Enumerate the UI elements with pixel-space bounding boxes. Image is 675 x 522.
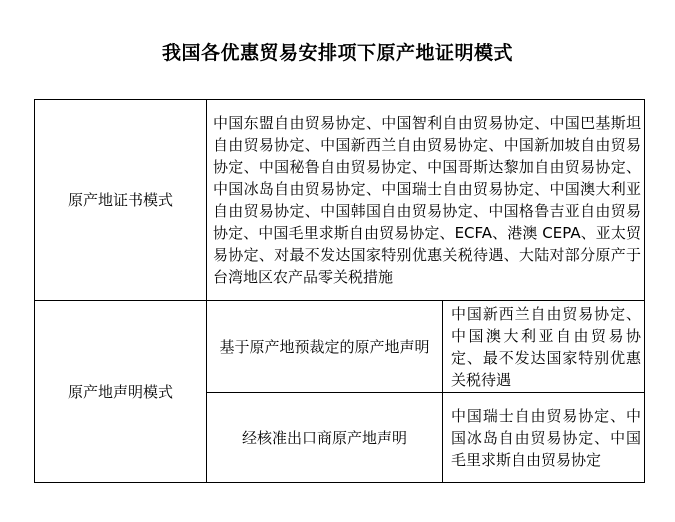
declaration-mode-label: 原产地声明模式 [35,301,207,483]
document-title: 我国各优惠贸易安排项下原产地证明模式 [161,42,513,64]
table-row [35,301,645,393]
approved-exporter-declaration-label: 经核准出口商原产地声明 [207,393,443,483]
certificate-mode-label: 原产地证书模式 [35,100,207,301]
advance-ruling-declaration-label: 基于原产地预裁定的原产地声明 [207,301,443,393]
certificate-mode-agreements: 中国东盟自由贸易协定、中国智利自由贸易协定、中国巴基斯坦自由贸易协定、中国新西兰自由贸易协定、中国新加坡自由贸易协定、中国秘鲁自由贸易协定、中国哥斯达黎加自由贸易协定、中国冰岛自由贸易协定、中国瑞士自由贸易协定、中国澳大利亚自由贸易协定、中国韩国自由贸易协定、中国格鲁吉亚自由贸易协定、中国毛里求斯自由贸易协定、ECFA、港澳 CEPA、亚太贸易协定、对最不发达国家特别优惠关税待遇、大陆对部分原产于台湾地区农产品零关税措施 [207,100,645,301]
approved-exporter-declaration-agreements: 中国瑞士自由贸易协定、中国冰岛自由贸易协定、中国毛里求斯自由贸易协定 [443,393,645,483]
advance-ruling-declaration-agreements: 中国新西兰自由贸易协定、中国澳大利亚自由贸易协定、最不发达国家特别优惠关税待遇 [443,301,645,393]
table-row [35,100,645,301]
origin-proof-table [34,99,645,483]
